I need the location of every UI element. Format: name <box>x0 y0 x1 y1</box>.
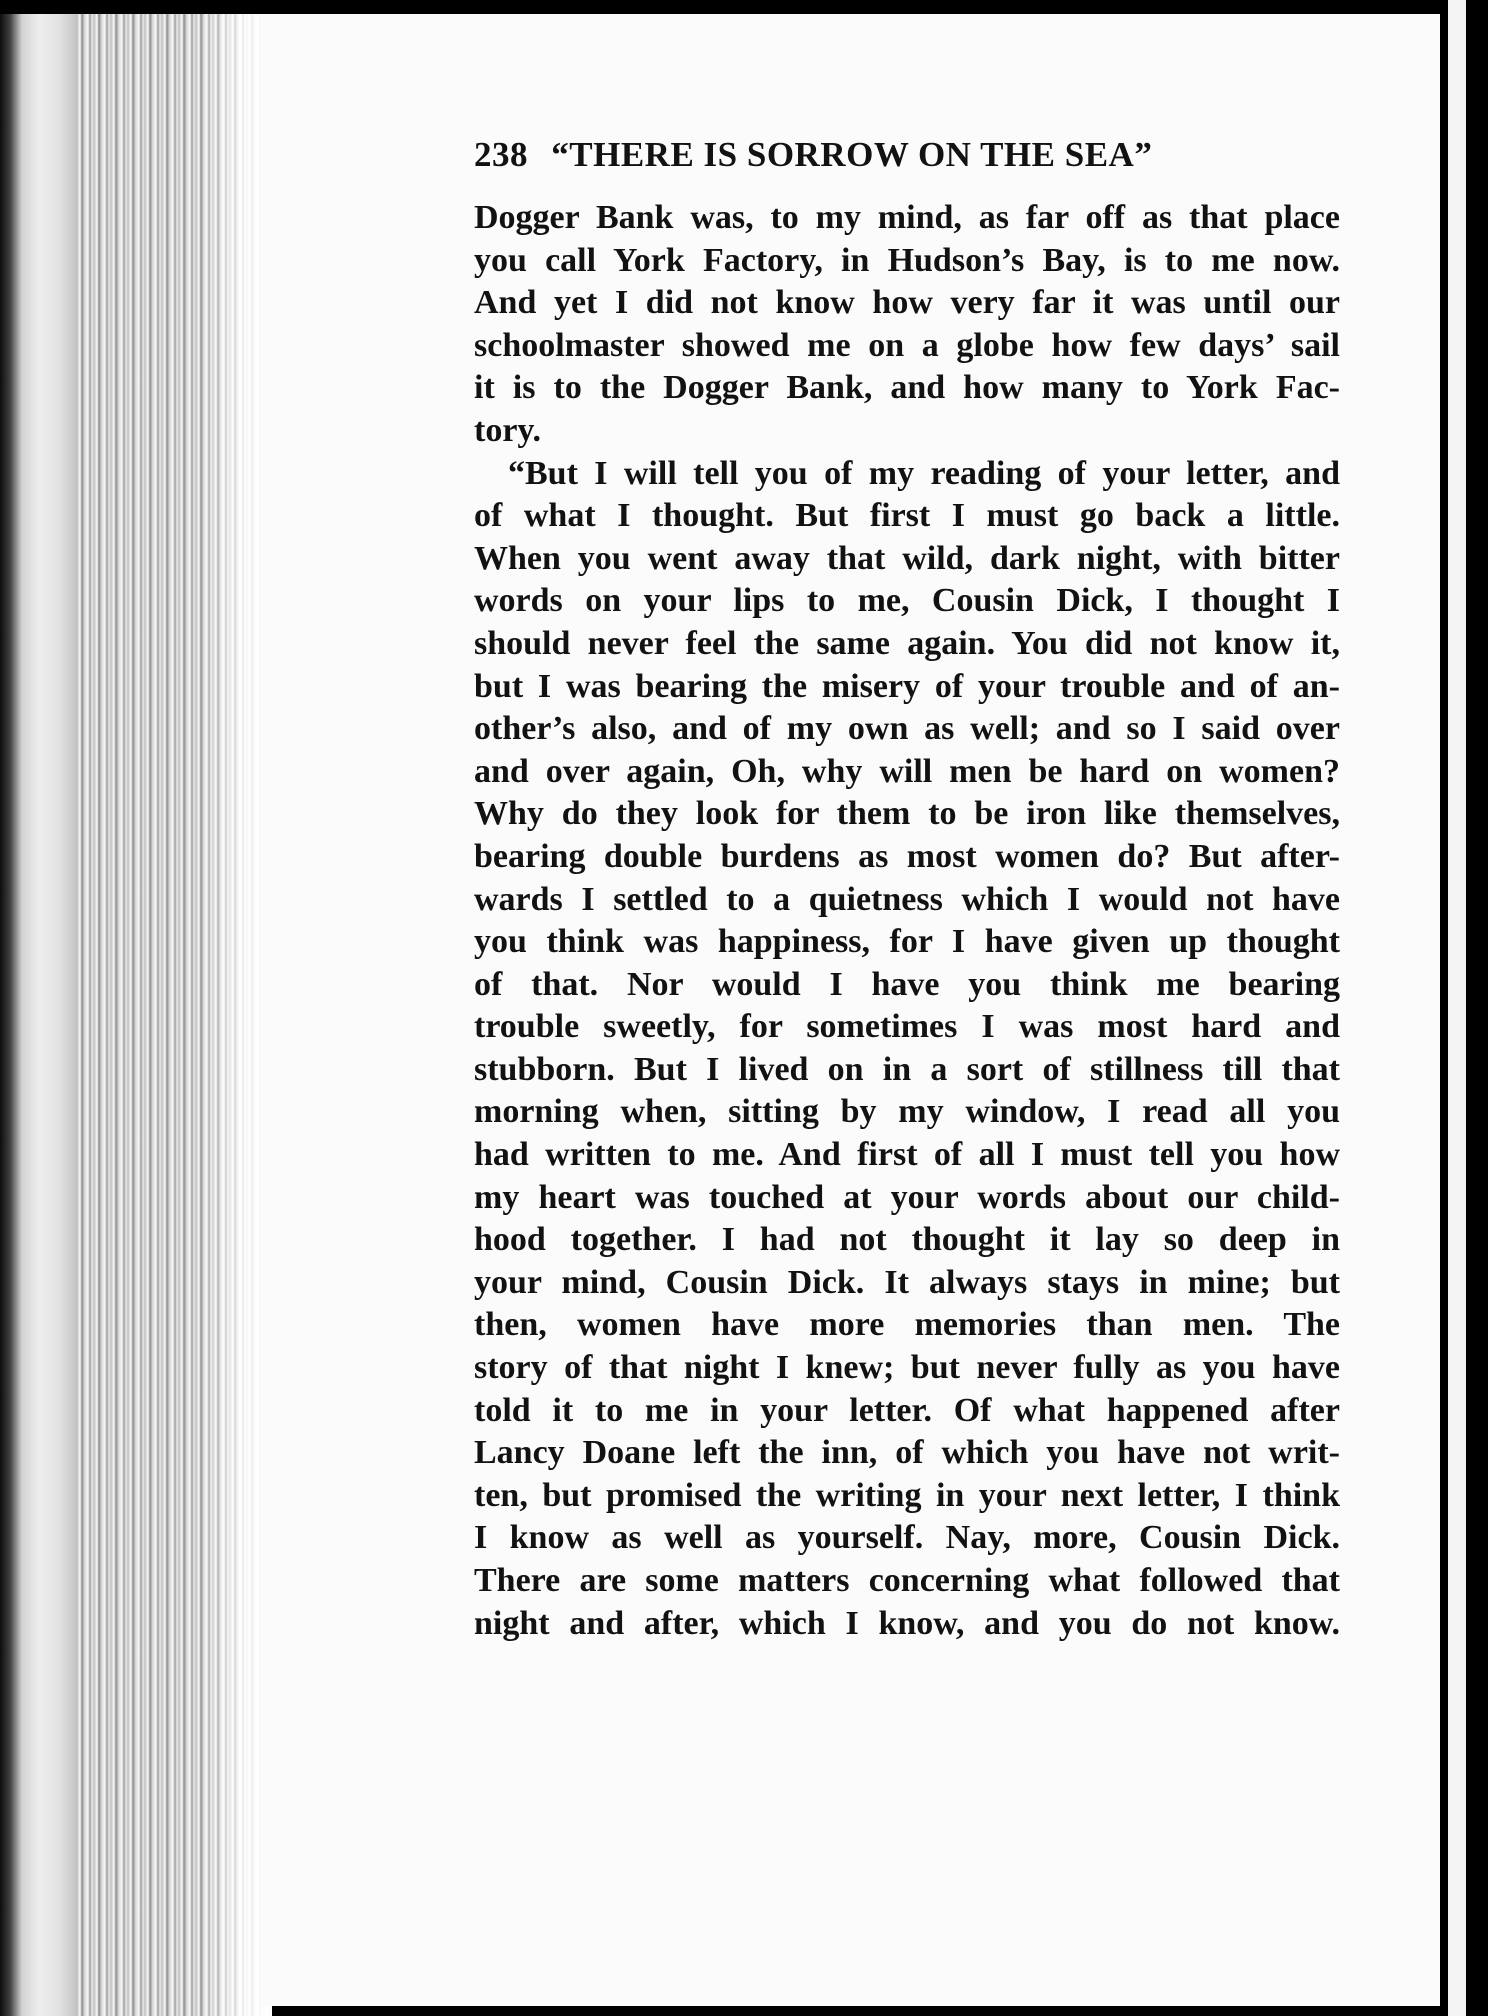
text-line: it is to the Dogger Bank, and how many to York Fac- <box>474 369 1340 407</box>
text-line: words on your lips to me, Cousin Dick, I thought I <box>474 582 1340 620</box>
text-line: Dogger Bank was, to my mind, as far off as that place <box>474 199 1340 236</box>
book-page-edges <box>0 0 272 2016</box>
text-line: morning when, sitting by my window, I read all you <box>474 1093 1340 1131</box>
text-line: Why do they look for them to be iron like themselves, <box>474 795 1340 833</box>
text-line: of what I thought. But first I must go back a little. <box>474 497 1340 535</box>
text-line: my heart was touched at your words about our child- <box>474 1178 1340 1216</box>
text-line: Lancy Doane left the inn, of which you have not writ- <box>474 1434 1340 1472</box>
text-line: then, women have more memories than men. The <box>474 1306 1340 1344</box>
text-line: and over again, Oh, why will men be hard on women? <box>474 752 1340 790</box>
text-line: When you went away that wild, dark night, with bitter <box>474 539 1340 577</box>
text-line: of that. Nor would I have you think me bearing <box>474 965 1340 1003</box>
text-line: “But I will tell you of my reading of your letter, and <box>508 454 1340 492</box>
body-text <box>474 197 1340 1645</box>
text-line: ten, but promised the writing in your next letter, I think <box>474 1476 1340 1514</box>
running-head <box>474 135 1340 175</box>
text-line: story of that night I knew; but never fully as you have <box>474 1349 1340 1387</box>
text-line: bearing double burdens as most women do? But after- <box>474 837 1340 875</box>
text-line: you think was happiness, for I have given up thought <box>474 923 1340 961</box>
text-line: night and after, which I know, and you do not know. <box>474 1604 1340 1642</box>
scan-border-top <box>0 0 1488 14</box>
running-title: “THERE IS SORROW ON THE SEA” <box>551 135 1153 174</box>
text-line: you call York Factory, in Hudson’s Bay, is to me now. <box>474 241 1340 279</box>
text-line: hood together. I had not thought it lay so deep in <box>474 1221 1340 1259</box>
text-line: other’s also, and of my own as well; and so I said over <box>474 710 1340 748</box>
text-line: should never feel the same again. You did not know it, <box>474 624 1340 662</box>
text-line: trouble sweetly, for sometimes I was most hard and <box>474 1008 1340 1046</box>
text-line: your mind, Cousin Dick. It always stays in mine; but <box>474 1263 1340 1301</box>
text-line: tory. <box>474 411 542 449</box>
text-line: stubborn. But I lived on in a sort of stillness till that <box>474 1050 1340 1088</box>
text-line: There are some matters concerning what followed that <box>474 1562 1340 1599</box>
text-line: I know as well as yourself. Nay, more, Cousin Dick. <box>474 1519 1340 1557</box>
text-line: wards I settled to a quietness which I would not have <box>474 880 1340 918</box>
page-text <box>474 135 1340 1645</box>
scan-border-right <box>1440 0 1488 2016</box>
text-line: And yet I did not know how very far it was until our <box>474 284 1340 322</box>
page-number: 238 <box>474 135 528 174</box>
text-line: told it to me in your letter. Of what happened after <box>474 1391 1340 1429</box>
text-line: schoolmaster showed me on a globe how few days’ sail <box>474 326 1340 364</box>
text-line: but I was bearing the misery of your trouble and of an- <box>474 667 1340 705</box>
text-line: had written to me. And first of all I must tell you how <box>474 1136 1340 1174</box>
